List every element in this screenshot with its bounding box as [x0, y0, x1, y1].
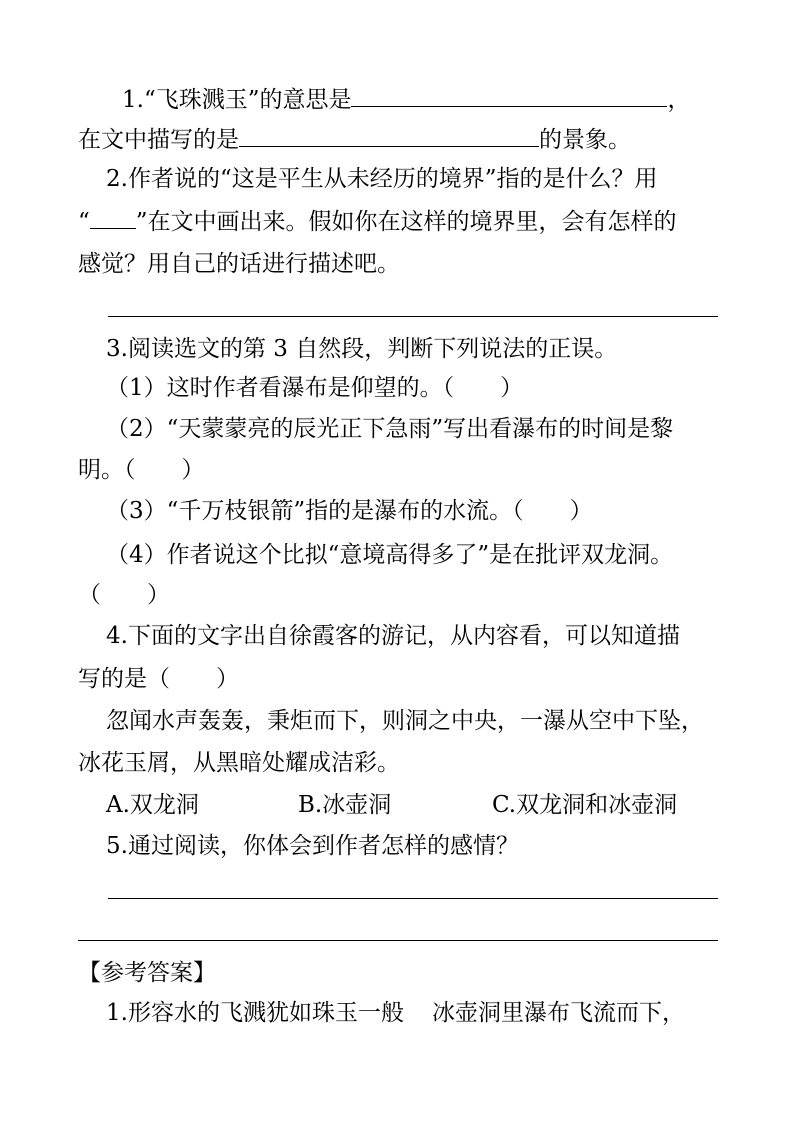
q1-blank-meaning[interactable]	[351, 84, 667, 107]
answer-1-part2: 冰壶洞里瀑布飞流而下，	[431, 1000, 685, 1026]
q1-line1	[122, 84, 690, 115]
q1-line2-suffix: 的景象。	[539, 127, 631, 153]
q1-line2-prefix: 在文中描写的是	[78, 127, 239, 153]
q3-title: 3.阅读选文的第 3 自然段，判断下列说法的正误。	[106, 336, 618, 362]
q1-blank-scene[interactable]	[239, 124, 539, 147]
q4-line2: 写的是（ ）	[78, 666, 239, 692]
q2-line2-rest: ”在文中画出来。假如你在这样的境界里，会有怎样的	[135, 209, 677, 235]
q3-item4-line2: （ ）	[78, 582, 170, 608]
q3-item3: （3）“千万枝银箭”指的是瀑布的水流。（ ）	[106, 498, 593, 524]
q2-line3: 感觉？用自己的话进行描述吧。	[78, 251, 400, 277]
section-divider	[78, 940, 718, 941]
q1-prefix: 1.“飞珠溅玉”的意思是	[122, 87, 352, 113]
q2-line2	[78, 206, 677, 237]
q4-passage-line2: 冰花玉屑，从黑暗处耀成洁彩。	[78, 750, 400, 776]
q3-item2-line2: 明。（ ）	[78, 457, 205, 483]
q3-item4-line1: （4）作者说这个比拟“意境高得多了”是在批评双龙洞。	[106, 542, 674, 568]
q5-answer-line[interactable]	[108, 898, 718, 899]
q4-line1: 4.下面的文字出自徐霞客的游记，从内容看，可以知道描	[106, 623, 680, 649]
q3-item2-line1: （2）“天蒙蒙亮的辰光正下急雨”写出看瀑布的时间是黎	[106, 416, 674, 442]
q3-item1: （1）这时作者看瀑布是仰望的。（ ）	[106, 375, 524, 401]
q4-option-b[interactable]: B.冰壶洞	[298, 792, 392, 818]
q1-comma: ，	[667, 87, 691, 113]
q5-title: 5.通过阅读，你体会到作者怎样的感情？	[106, 833, 519, 859]
q4-passage-line1: 忽闻水声轰轰，秉炬而下，则洞之中央，一瀑从空中下坠，	[106, 708, 704, 734]
q2-underline-sample	[90, 206, 136, 229]
q1-line2	[78, 124, 631, 155]
answer-1-part1: 1.形容水的飞溅犹如珠玉一般	[106, 1000, 404, 1026]
q2-open-quote: “	[78, 209, 90, 235]
q2-answer-line[interactable]	[108, 316, 718, 317]
q4-option-c[interactable]: C.双龙洞和冰壶洞	[492, 792, 678, 818]
answer-1	[106, 998, 685, 1028]
answers-heading: 【参考答案】	[78, 960, 216, 986]
q4-option-a[interactable]: A.双龙洞	[106, 792, 199, 818]
q2-line1: 2.作者说的“这是平生从未经历的境界”指的是什么？用	[106, 166, 658, 192]
